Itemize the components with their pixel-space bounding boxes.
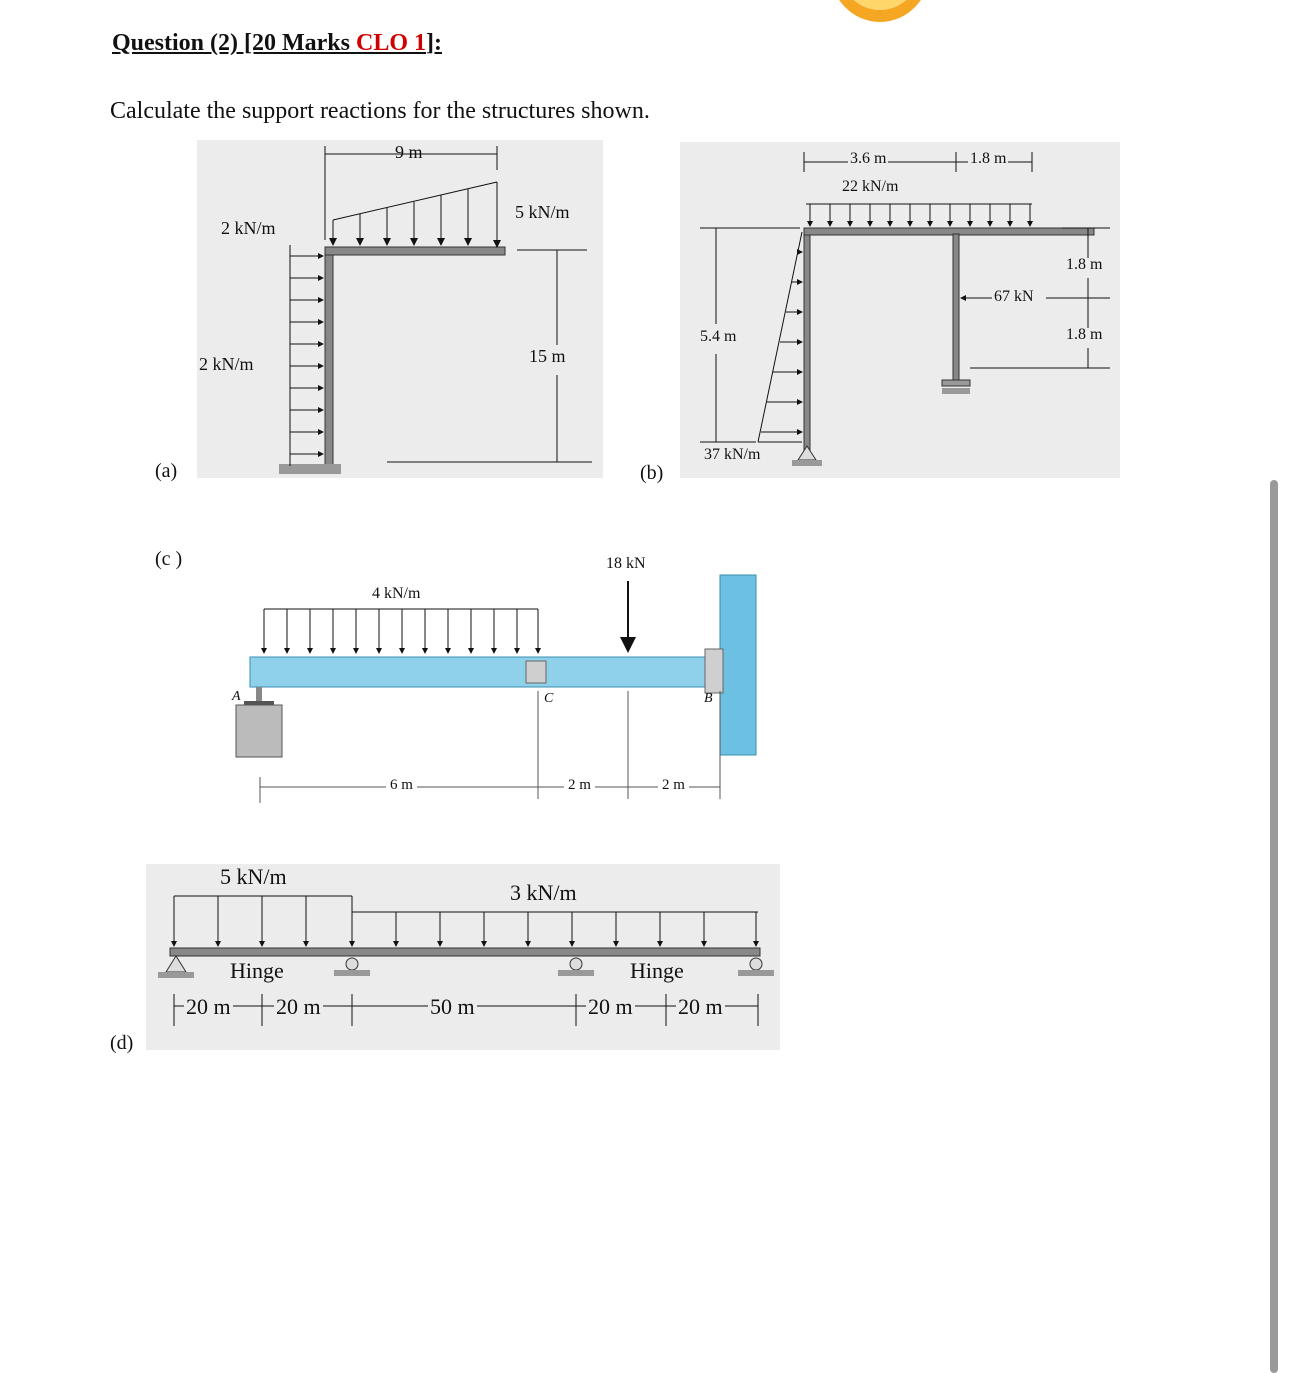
- figure-a-panel: [197, 140, 603, 478]
- fig-d-dim-4-label: 20 m: [588, 994, 633, 1019]
- fig-b-height-label: 5.4 m: [700, 328, 737, 345]
- fig-b-dim-up-label: 1.8 m: [1066, 256, 1103, 273]
- fig-b-dim-right-label: 1.8 m: [970, 150, 1007, 167]
- instruction-text: Calculate the support reactions for the structures shown.: [110, 98, 650, 124]
- figure-c-label: (c ): [155, 548, 183, 570]
- fig-a-load-side-label: 2 kN/m: [199, 354, 254, 374]
- fig-d-dim-5-label: 20 m: [678, 994, 723, 1019]
- fig-a-load-top-end-label: 5 kN/m: [515, 202, 570, 222]
- figure-b-drawing: [680, 142, 1120, 478]
- figure-d-panel: [146, 864, 780, 1050]
- fig-b-load-top-label: 22 kN/m: [842, 178, 899, 195]
- question-title: Question (2) [20 Marks CLO 1]:: [112, 30, 442, 56]
- fig-c-load-label: 4 kN/m: [372, 585, 421, 602]
- fig-c-point-load-label: 18 kN: [606, 555, 646, 572]
- fig-c-label-c: C: [544, 691, 554, 706]
- fig-d-load-right-label: 3 kN/m: [510, 880, 577, 905]
- figure-a-label: (a): [155, 460, 178, 482]
- logo-badge-icon: [828, 0, 932, 24]
- fig-c-label-b: B: [704, 691, 713, 706]
- figure-d-drawing: [146, 864, 780, 1050]
- fig-d-hinge-1-label: Hinge: [230, 958, 284, 983]
- figure-b-label: (b): [640, 462, 664, 484]
- fig-d-dim-2-label: 20 m: [276, 994, 321, 1019]
- clo-label: CLO 1: [355, 30, 426, 56]
- figure-c: [220, 545, 780, 835]
- figure-d-label: (d): [110, 1032, 134, 1054]
- fig-a-height-label: 15 m: [529, 346, 566, 366]
- figure-a-drawing: [197, 140, 603, 478]
- fig-d-dim-1-label: 20 m: [186, 994, 231, 1019]
- vertical-scrollbar[interactable]: [1270, 480, 1278, 1373]
- fig-c-dim-2-label: 2 m: [564, 777, 595, 794]
- fig-c-dim-3-label: 2 m: [658, 777, 689, 794]
- fig-a-load-top-label: 2 kN/m: [221, 218, 276, 238]
- fig-d-hinge-2-label: Hinge: [630, 958, 684, 983]
- figure-b-panel: [680, 142, 1120, 478]
- figure-c-drawing: [220, 545, 780, 835]
- fig-c-dim-1-label: 6 m: [386, 777, 417, 794]
- fig-b-force-label: 67 kN: [994, 288, 1034, 305]
- fig-d-dim-3-label: 50 m: [430, 994, 475, 1019]
- fig-b-dim-down-label: 1.8 m: [1066, 326, 1103, 343]
- fig-d-load-left-label: 5 kN/m: [220, 864, 287, 889]
- fig-b-load-side-label: 37 kN/m: [704, 446, 761, 463]
- fig-a-span-label: 9 m: [395, 142, 423, 162]
- fig-b-dim-left-label: 3.6 m: [850, 150, 887, 167]
- fig-c-label-a: A: [232, 689, 241, 704]
